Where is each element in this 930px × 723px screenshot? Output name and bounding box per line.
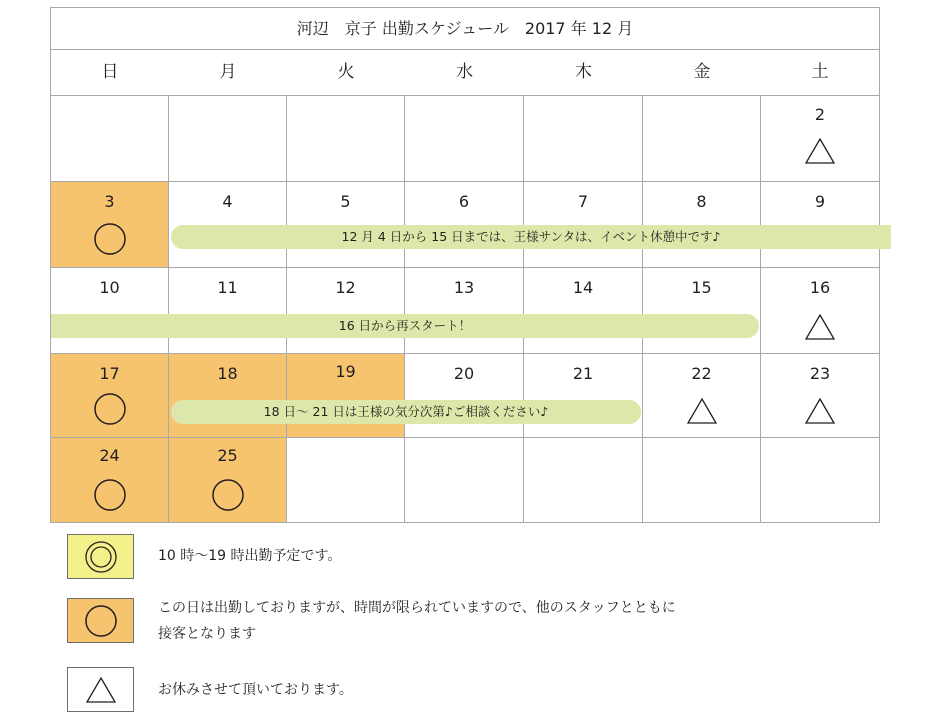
day-cell-15 [643,268,761,354]
day-number: 5 [340,192,351,211]
day-cell-21 [524,354,643,438]
day-cell-3 [51,182,169,268]
day-cell-14 [524,268,643,354]
day-cell-empty [51,95,169,182]
legend-double-circle-text: 10 時〜19 時出勤予定です。 [158,548,342,564]
day-cell-empty [643,95,761,182]
weekday-fri: 金 [693,62,711,82]
day-cell-empty [169,95,287,182]
legend-circle-line1: この日は出勤しておりますが、時間が限られていますので、他のスタッフとともに [158,600,676,616]
day-cell-empty [405,95,524,182]
schedule-calendar [50,7,880,523]
day-number: 15 [691,278,712,297]
day-cell-16 [761,268,879,354]
weekday-mon: 月 [219,62,237,82]
triangle-icon [804,137,836,165]
day-cell-empty [524,95,643,182]
day-number: 2 [814,105,826,124]
triangle-icon [686,397,718,425]
triangle-icon [85,676,117,704]
day-cell-empty [761,438,879,522]
day-number: 20 [453,364,475,383]
circle-icon [93,392,127,426]
day-cell-24 [51,438,169,522]
legend-triangle-text: お休みさせて頂いております。 [158,682,353,698]
day-number: 9 [814,192,826,211]
day-number: 14 [572,278,594,297]
day-cell-empty [643,438,761,522]
day-number: 10 [99,278,120,297]
day-number: 3 [104,192,115,211]
day-number: 6 [458,192,470,211]
day-number: 12 [335,278,356,297]
weekday-wed: 水 [456,62,473,82]
day-number: 21 [572,364,594,383]
day-number: 7 [577,192,589,211]
day-number: 25 [217,446,238,465]
day-number: 24 [99,446,120,465]
weekday-tue: 火 [337,62,355,82]
day-cell-11 [169,268,287,354]
day-number: 18 [217,364,238,383]
day-number: 13 [453,278,475,297]
notice-banner-santa-break: 12 月 4 日から 15 日までは、王様サンタは、イベント休憩中です♪ [171,225,891,249]
weekday-sun: 日 [101,62,119,82]
day-number: 17 [99,364,120,383]
day-cell-12 [287,268,405,354]
day-cell-13 [405,268,524,354]
day-cell-empty [287,95,405,182]
circle-icon [93,222,127,256]
day-number: 23 [809,364,831,383]
day-cell-25 [169,438,287,522]
day-cell-18 [169,354,287,438]
weekday-thu: 木 [575,62,592,82]
day-cell-17 [51,354,169,438]
day-cell-19 [287,354,405,438]
day-number: 19 [335,362,356,381]
legend-triangle-swatch [67,667,134,712]
day-cell-2 [761,95,879,182]
weekday-sat: 土 [811,62,829,82]
day-cell-empty [287,438,405,522]
legend-double-circle-swatch [67,534,134,579]
triangle-icon [804,313,836,341]
notice-banner-restart: 16 日から再スタート！ [51,314,759,338]
double-circle-icon [84,540,118,574]
circle-icon [84,604,118,638]
triangle-icon [804,397,836,425]
calendar-title: 河辺 京子 出勤スケジュール 2017 年 12 月 [51,8,879,50]
legend-circle-text [158,595,676,647]
notice-banner-consult: 18 日〜 21 日は王様の気分次第♪ご相談ください♪ [171,400,641,424]
day-number: 11 [217,278,238,297]
day-cell-empty [524,438,643,522]
day-cell-23 [761,354,879,438]
day-number: 8 [696,192,707,211]
day-number: 22 [691,364,712,383]
day-cell-20 [405,354,524,438]
day-number: 4 [222,192,233,211]
day-number: 16 [809,278,831,297]
circle-icon [211,478,245,512]
circle-icon [93,478,127,512]
legend-circle-line2: 接客となります [158,626,256,642]
day-cell-empty [405,438,524,522]
legend-circle-swatch [67,598,134,643]
day-cell-10 [51,268,169,354]
day-cell-22 [643,354,761,438]
